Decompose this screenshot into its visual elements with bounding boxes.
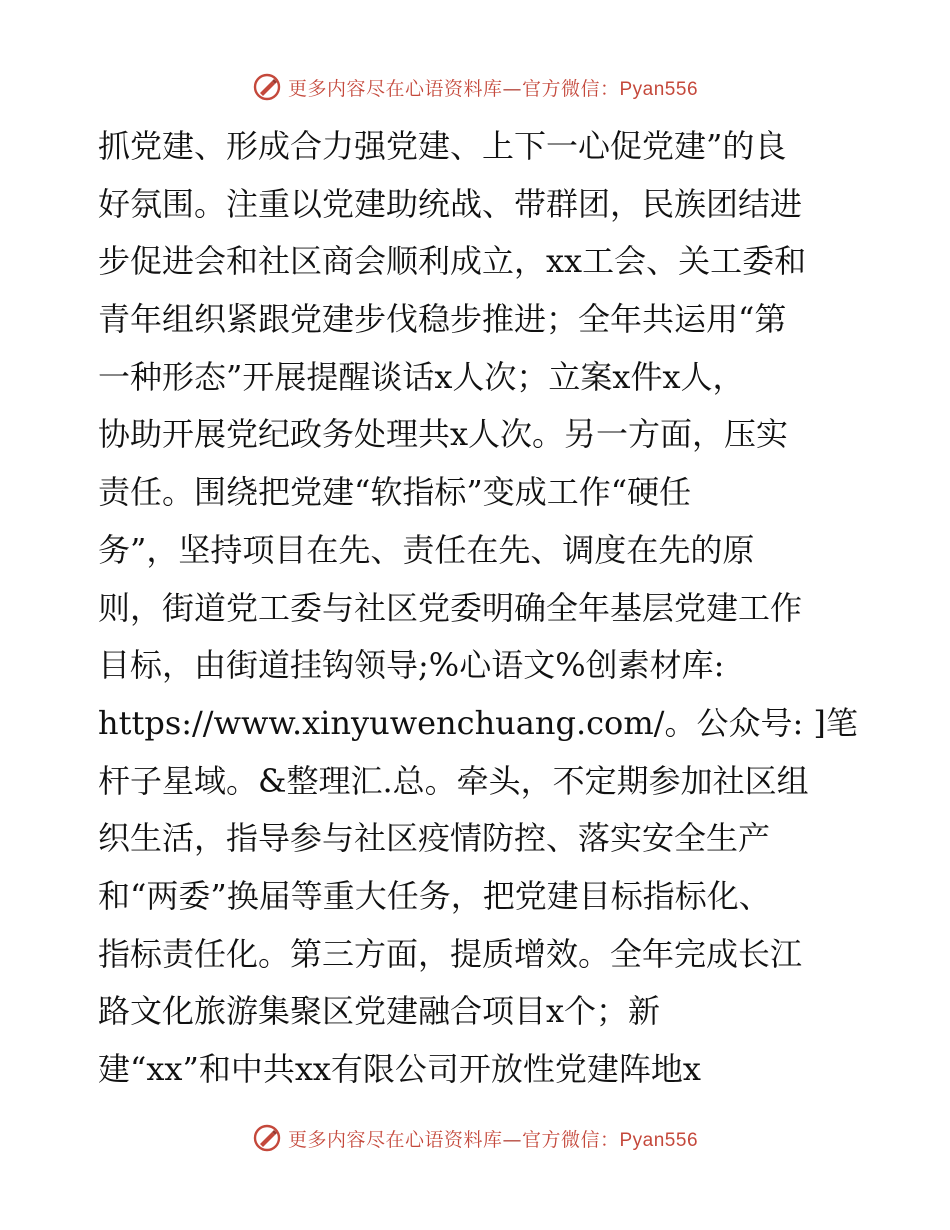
watermark-dash: —: [502, 1128, 522, 1151]
pen-logo-icon: [252, 72, 282, 102]
watermark-text: [288, 74, 698, 101]
body-line: 步促进会和社区商会顺利成立，xx工会、关工委和: [98, 242, 807, 281]
body-line: 抓党建、形成合力强党建、上下一心促党建”的良: [98, 127, 787, 165]
body-line: 建“xx”和中共xx有限公司开放性党建阵地x: [98, 1050, 701, 1088]
body-line: 路文化旅游集聚区党建融合项目x个；新: [98, 992, 661, 1031]
body-line: 目标，由街道挂钩领导;%心语文%创素材库:: [98, 646, 725, 685]
body-line: 织生活，指导参与社区疫情防控、落实安全生产: [98, 819, 771, 858]
watermark-official: 官方微信：: [521, 1128, 620, 1151]
watermark-text: [288, 1125, 698, 1152]
watermark-dash: —: [502, 77, 522, 100]
watermark-brand: 更多内容尽在心语资料库: [287, 77, 503, 100]
body-line: 好氛围。注重以党建助统战、带群团，民族团结进: [98, 184, 803, 223]
watermark-brand: 更多内容尽在心语资料库: [287, 1128, 503, 1151]
header-watermark: [0, 72, 950, 102]
body-line: 责任。围绕把党建“软指标”变成工作“硬任: [98, 473, 692, 512]
body-line: 杆子星域。&整理汇.总。牵头，不定期参加社区组: [98, 761, 809, 800]
body-line: 务”，坚持项目在先、责任在先、调度在先的原: [98, 530, 755, 569]
body-line: 则，街道党工委与社区党委明确全年基层党建工作: [98, 588, 803, 627]
body-line: 一种形态”开展提醒谈话x人次；立案x件x人，: [98, 357, 745, 396]
body-line: 和“两委”换届等重大任务，把党建目标指标化、: [98, 876, 771, 915]
body-line: 协助开展党纪政务处理共x人次。另一方面，压实: [98, 415, 789, 454]
body-line: 指标责任化。第三方面，提质增效。全年完成长江: [98, 934, 803, 973]
footer-watermark: [0, 1123, 950, 1153]
watermark-official: 官方微信：: [521, 77, 620, 100]
body-line-url: https://www.xinyuwenchuang.com/。公众号: ]笔: [98, 703, 858, 742]
pen-logo-icon: [252, 1123, 282, 1153]
document-body: [98, 118, 858, 1099]
body-line: 青年组织紧跟党建步伐稳步推进；全年共运用“第: [98, 300, 787, 339]
watermark-handle: Pyan556: [619, 1129, 699, 1151]
watermark-handle: Pyan556: [619, 78, 699, 100]
